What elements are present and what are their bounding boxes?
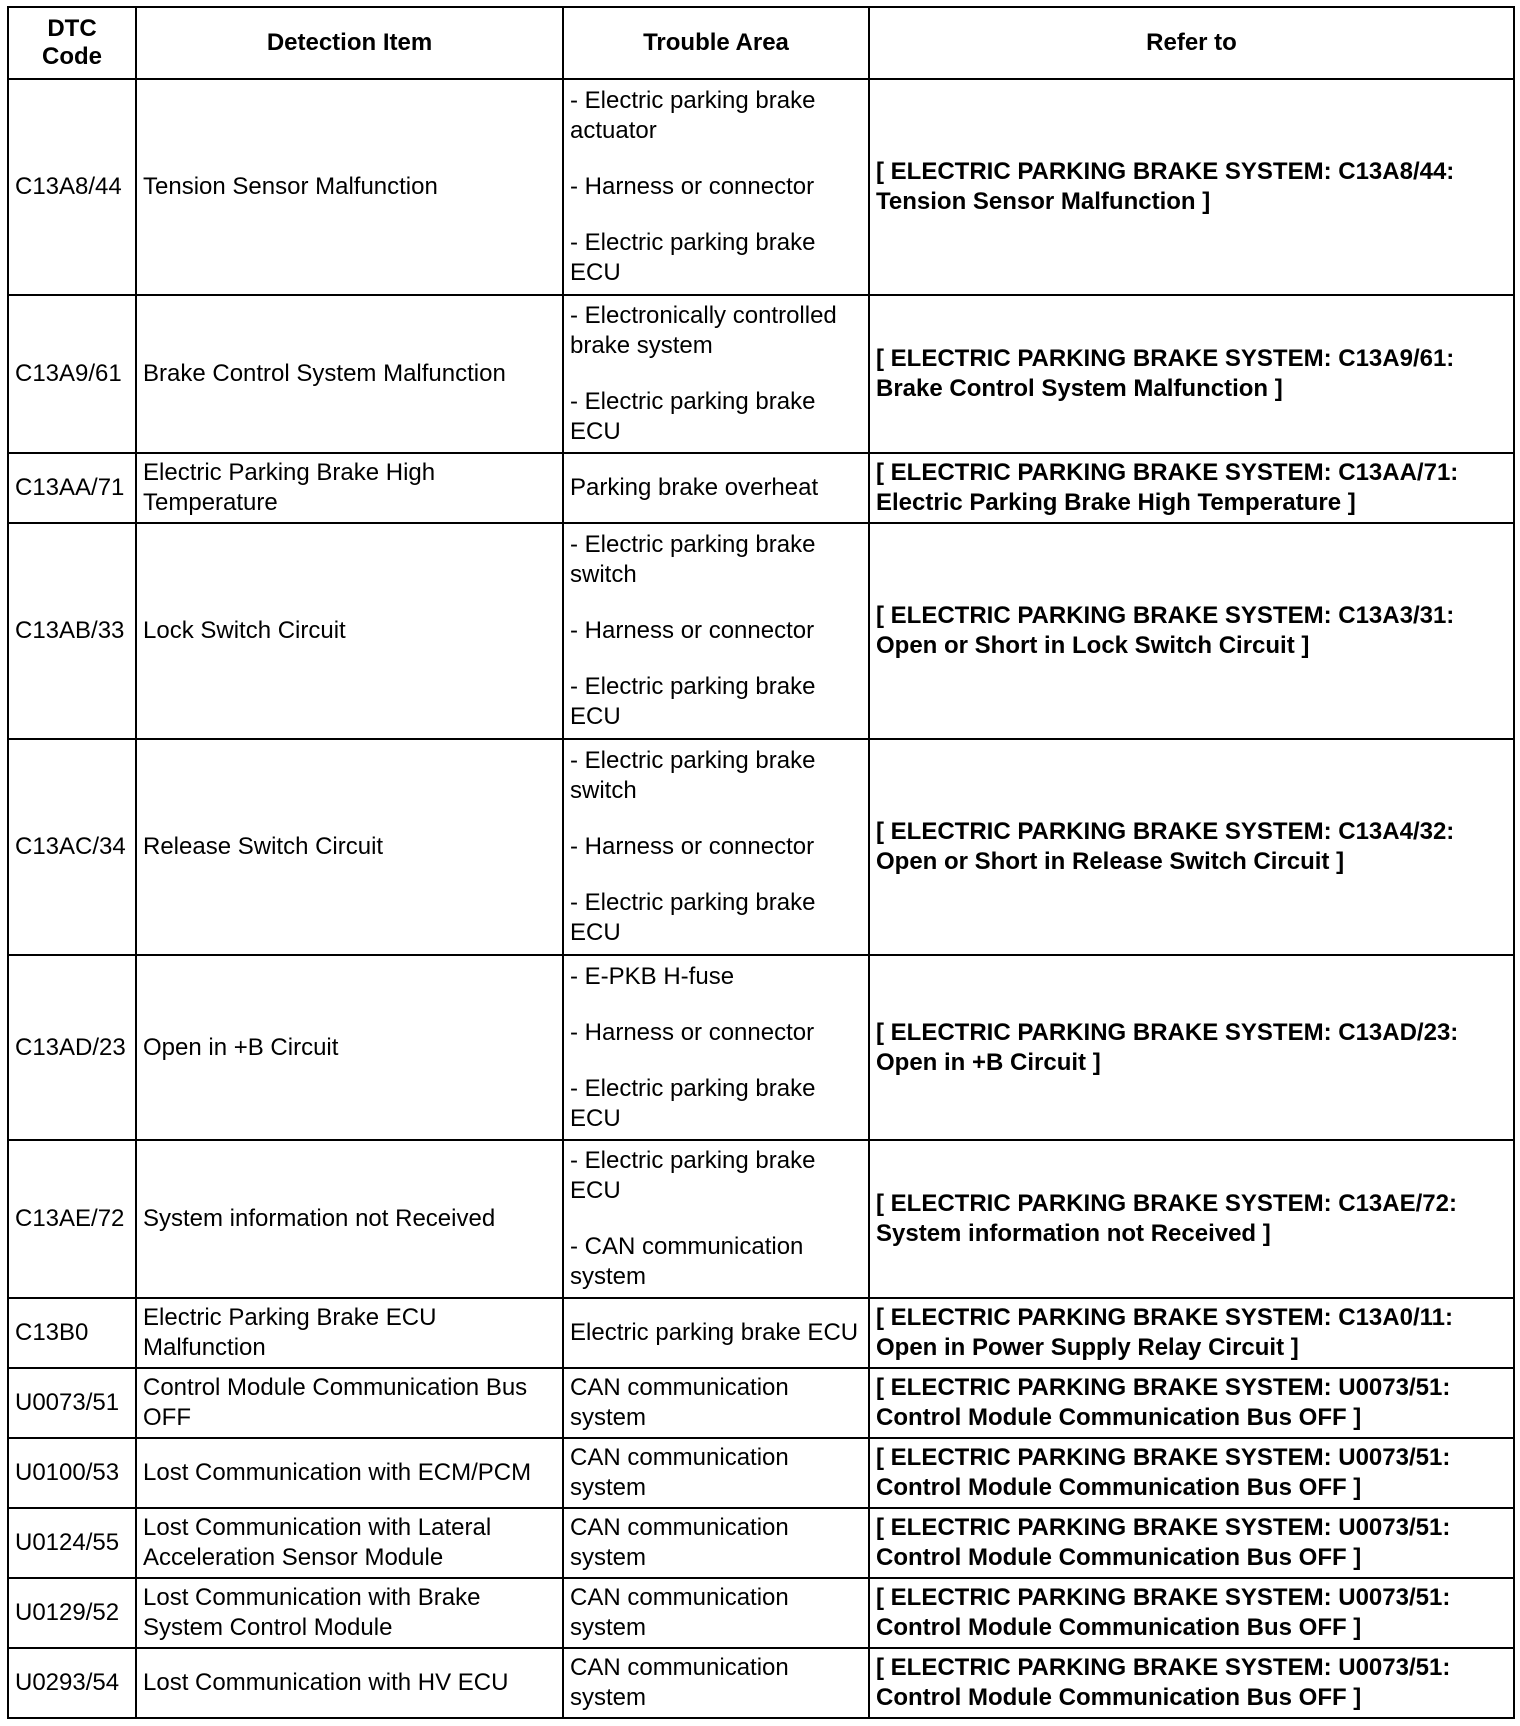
dtc-code-cell: C13AB/33 bbox=[8, 523, 136, 739]
table-row bbox=[8, 1140, 1514, 1298]
dtc-code-cell: C13A8/44 bbox=[8, 79, 136, 295]
refer-to-link[interactable]: [ ELECTRIC PARKING BRAKE SYSTEM: U0073/51: Control Module Communication Bus OFF ] bbox=[869, 1578, 1514, 1648]
header-detection-item: Detection Item bbox=[136, 7, 563, 79]
trouble-area-item: CAN communication system bbox=[570, 1584, 789, 1642]
trouble-area-item: CAN communication system bbox=[570, 1653, 789, 1711]
table-row bbox=[8, 79, 1514, 295]
trouble-area-item: - Harness or connector bbox=[570, 1018, 815, 1046]
table-row bbox=[8, 955, 1514, 1140]
dtc-code-cell: U0124/55 bbox=[8, 1508, 136, 1578]
table-row bbox=[8, 1368, 1514, 1438]
refer-to-link[interactable]: [ ELECTRIC PARKING BRAKE SYSTEM: C13AE/72: System information not Received ] bbox=[869, 1140, 1514, 1298]
dtc-code-cell: U0100/53 bbox=[8, 1438, 136, 1508]
trouble-area-item: - CAN communication system bbox=[570, 1233, 804, 1291]
table-header bbox=[8, 7, 1514, 79]
refer-to-link[interactable]: [ ELECTRIC PARKING BRAKE SYSTEM: C13A3/31: Open or Short in Lock Switch Circuit ] bbox=[869, 523, 1514, 739]
trouble-area-cell bbox=[563, 1368, 869, 1438]
trouble-area-item: CAN communication system bbox=[570, 1374, 789, 1432]
trouble-area-cell bbox=[563, 1508, 869, 1578]
dtc-code-cell: U0129/52 bbox=[8, 1578, 136, 1648]
trouble-area-item: Parking brake overheat bbox=[570, 474, 819, 502]
header-refer-to: Refer to bbox=[869, 7, 1514, 79]
dtc-table bbox=[7, 6, 1515, 1719]
table-row bbox=[8, 453, 1514, 523]
detection-item-cell: Brake Control System Malfunction bbox=[136, 295, 563, 453]
trouble-area-cell bbox=[563, 453, 869, 523]
table-row bbox=[8, 1298, 1514, 1368]
refer-to-link[interactable]: [ ELECTRIC PARKING BRAKE SYSTEM: U0073/51: Control Module Communication Bus OFF ] bbox=[869, 1508, 1514, 1578]
refer-to-link[interactable]: [ ELECTRIC PARKING BRAKE SYSTEM: U0073/51: Control Module Communication Bus OFF ] bbox=[869, 1648, 1514, 1718]
trouble-area-cell bbox=[563, 1578, 869, 1648]
refer-to-link[interactable]: [ ELECTRIC PARKING BRAKE SYSTEM: C13AA/71: Electric Parking Brake High Temperature ] bbox=[869, 453, 1514, 523]
dtc-code-cell: C13AE/72 bbox=[8, 1140, 136, 1298]
trouble-area-item: - Harness or connector bbox=[570, 833, 815, 861]
trouble-area-item: CAN communication system bbox=[570, 1444, 789, 1502]
trouble-area-item: - Electric parking brake ECU bbox=[570, 388, 816, 446]
dtc-code-cell: C13AD/23 bbox=[8, 955, 136, 1140]
table-row bbox=[8, 1648, 1514, 1718]
dtc-code-cell: U0073/51 bbox=[8, 1368, 136, 1438]
detection-item-cell: Electric Parking Brake High Temperature bbox=[136, 453, 563, 523]
header-row bbox=[8, 7, 1514, 79]
detection-item-cell: Lock Switch Circuit bbox=[136, 523, 563, 739]
detection-item-cell: System information not Received bbox=[136, 1140, 563, 1298]
table-row bbox=[8, 1438, 1514, 1508]
trouble-area-item: - Electric parking brake ECU bbox=[570, 889, 816, 947]
trouble-area-cell bbox=[563, 523, 869, 739]
trouble-area-item: - Harness or connector bbox=[570, 617, 815, 645]
table-body bbox=[8, 79, 1514, 1718]
refer-to-link[interactable]: [ ELECTRIC PARKING BRAKE SYSTEM: U0073/51: Control Module Communication Bus OFF ] bbox=[869, 1438, 1514, 1508]
dtc-code-cell: U0293/54 bbox=[8, 1648, 136, 1718]
table-row bbox=[8, 739, 1514, 955]
detection-item-cell: Control Module Communication Bus OFF bbox=[136, 1368, 563, 1438]
dtc-code-cell: C13AC/34 bbox=[8, 739, 136, 955]
trouble-area-item: - Electronically controlled brake system bbox=[570, 302, 837, 360]
trouble-area-cell bbox=[563, 1140, 869, 1298]
detection-item-cell: Lost Communication with Lateral Acceleration Sensor Module bbox=[136, 1508, 563, 1578]
detection-item-cell: Electric Parking Brake ECU Malfunction bbox=[136, 1298, 563, 1368]
detection-item-cell: Open in +B Circuit bbox=[136, 955, 563, 1140]
trouble-area-cell bbox=[563, 79, 869, 295]
trouble-area-cell bbox=[563, 1298, 869, 1368]
detection-item-cell: Tension Sensor Malfunction bbox=[136, 79, 563, 295]
trouble-area-cell bbox=[563, 955, 869, 1140]
trouble-area-item: - Electric parking brake switch bbox=[570, 531, 816, 589]
refer-to-link[interactable]: [ ELECTRIC PARKING BRAKE SYSTEM: C13A4/32: Open or Short in Release Switch Circuit ] bbox=[869, 739, 1514, 955]
dtc-code-cell: C13A9/61 bbox=[8, 295, 136, 453]
trouble-area-item: - Electric parking brake ECU bbox=[570, 1074, 816, 1132]
trouble-area-cell bbox=[563, 739, 869, 955]
refer-to-link[interactable]: [ ELECTRIC PARKING BRAKE SYSTEM: U0073/51: Control Module Communication Bus OFF ] bbox=[869, 1368, 1514, 1438]
detection-item-cell: Release Switch Circuit bbox=[136, 739, 563, 955]
refer-to-link[interactable]: [ ELECTRIC PARKING BRAKE SYSTEM: C13AD/23: Open in +B Circuit ] bbox=[869, 955, 1514, 1140]
trouble-area-item: CAN communication system bbox=[570, 1514, 789, 1572]
header-trouble-area: Trouble Area bbox=[563, 7, 869, 79]
trouble-area-item: - Electric parking brake ECU bbox=[570, 673, 816, 731]
table-row bbox=[8, 1578, 1514, 1648]
refer-to-link[interactable]: [ ELECTRIC PARKING BRAKE SYSTEM: C13A0/11: Open in Power Supply Relay Circuit ] bbox=[869, 1298, 1514, 1368]
trouble-area-item: - E-PKB H-fuse bbox=[570, 962, 735, 990]
trouble-area-cell bbox=[563, 1438, 869, 1508]
trouble-area-item: - Electric parking brake switch bbox=[570, 747, 816, 805]
trouble-area-item: - Harness or connector bbox=[570, 172, 815, 200]
trouble-area-item: - Electric parking brake ECU bbox=[570, 228, 816, 286]
trouble-area-cell bbox=[563, 295, 869, 453]
trouble-area-item: Electric parking brake ECU bbox=[570, 1319, 859, 1347]
detection-item-cell: Lost Communication with HV ECU bbox=[136, 1648, 563, 1718]
detection-item-cell: Lost Communication with ECM/PCM bbox=[136, 1438, 563, 1508]
header-dtc-code: DTC Code bbox=[8, 7, 136, 79]
refer-to-link[interactable]: [ ELECTRIC PARKING BRAKE SYSTEM: C13A9/61: Brake Control System Malfunction ] bbox=[869, 295, 1514, 453]
table-row bbox=[8, 523, 1514, 739]
trouble-area-cell bbox=[563, 1648, 869, 1718]
table-row bbox=[8, 295, 1514, 453]
dtc-code-cell: C13B0 bbox=[8, 1298, 136, 1368]
dtc-code-cell: C13AA/71 bbox=[8, 453, 136, 523]
trouble-area-item: - Electric parking brake ECU bbox=[570, 1147, 816, 1205]
detection-item-cell: Lost Communication with Brake System Control Module bbox=[136, 1578, 563, 1648]
table-row bbox=[8, 1508, 1514, 1578]
trouble-area-item: - Electric parking brake actuator bbox=[570, 86, 816, 144]
refer-to-link[interactable]: [ ELECTRIC PARKING BRAKE SYSTEM: C13A8/44: Tension Sensor Malfunction ] bbox=[869, 79, 1514, 295]
